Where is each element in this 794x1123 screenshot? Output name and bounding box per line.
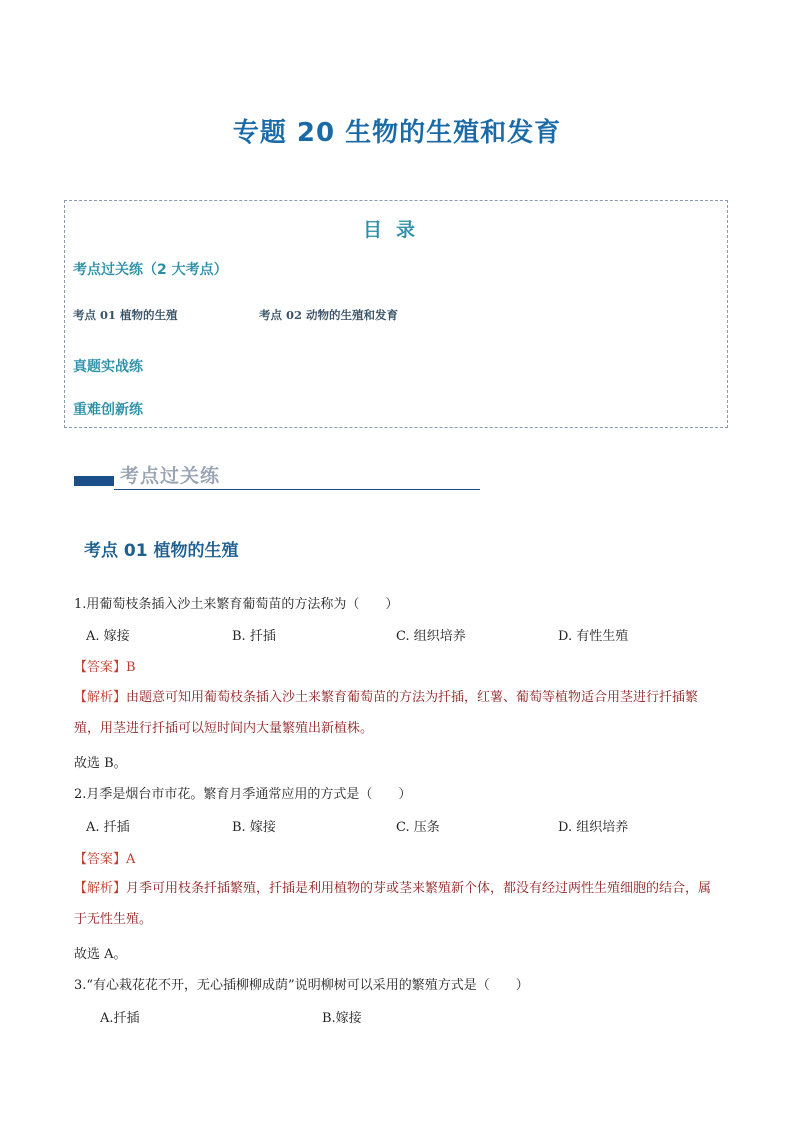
toc-section-exam[interactable]: 真题实战练: [73, 359, 143, 375]
question-1-analysis: [74, 682, 724, 744]
question-3-option-a: A.扦插: [100, 1011, 140, 1026]
question-1-option-a: A. 嫁接: [86, 629, 130, 644]
toc-section-innovation[interactable]: 重难创新练: [73, 402, 143, 418]
toc-point-02[interactable]: 考点 02 动物的生殖和发育: [259, 308, 399, 322]
question-1-option-d: D. 有性生殖: [558, 629, 629, 644]
answer-tag: 【答案】: [74, 660, 127, 675]
table-of-contents: [64, 200, 728, 428]
section-header-rule: [114, 489, 480, 490]
analysis-tag: 【解析】: [74, 690, 127, 705]
question-2-option-c: C. 压条: [396, 820, 440, 835]
question-1-stem: 1.用葡萄枝条插入沙土来繁育葡萄苗的方法称为（ ）: [74, 597, 399, 612]
page-title: 专题 20 生物的生殖和发育: [232, 118, 562, 148]
question-2-conclusion: 故选 A。: [74, 947, 127, 962]
toc-heading: 目录: [362, 219, 429, 241]
question-3-option-b: B.嫁接: [322, 1011, 362, 1026]
question-2-option-b: B. 嫁接: [232, 820, 276, 835]
analysis-text: 由题意可知用葡萄枝条插入沙土来繁育葡萄苗的方法为扦插，红薯、葡萄等植物适合用茎进行扦插繁殖，用茎进行扦插可以短时间内大量繁殖出新植株。: [74, 690, 699, 736]
question-1-conclusion: 故选 B。: [74, 756, 127, 771]
section-header: [74, 460, 480, 492]
question-2-stem: 2.月季是烟台市市花。繁育月季通常应用的方式是（ ）: [74, 787, 412, 802]
toc-section-practice[interactable]: 考点过关练（2 大考点）: [73, 262, 228, 278]
question-2-option-d: D. 组织培养: [558, 820, 629, 835]
answer-value: B: [126, 660, 136, 675]
question-2-answer: [74, 848, 135, 867]
analysis-tag: 【解析】: [74, 881, 127, 896]
question-1-option-c: C. 组织培养: [396, 629, 466, 644]
answer-value: A: [126, 852, 136, 867]
kaodian-title: 考点 01 植物的生殖: [84, 541, 239, 561]
section-header-bar: [74, 476, 114, 486]
answer-tag: 【答案】: [74, 852, 127, 867]
question-2-option-a: A. 扦插: [86, 820, 130, 835]
question-3-stem: 3.“有心栽花花不开，无心插柳柳成荫”说明柳树可以采用的繁殖方式是（ ）: [74, 978, 529, 993]
question-2-analysis: [74, 873, 724, 935]
question-1-option-b: B. 扦插: [232, 629, 276, 644]
question-1-answer: [74, 656, 136, 675]
toc-point-01[interactable]: 考点 01 植物的生殖: [73, 308, 178, 322]
section-header-text: 考点过关练: [120, 465, 221, 487]
analysis-text: 月季可用枝条扦插繁殖，扦插是利用植物的芽或茎来繁殖新个体，都没有经过两性生殖细胞的结合，属于无性生殖。: [74, 881, 712, 927]
